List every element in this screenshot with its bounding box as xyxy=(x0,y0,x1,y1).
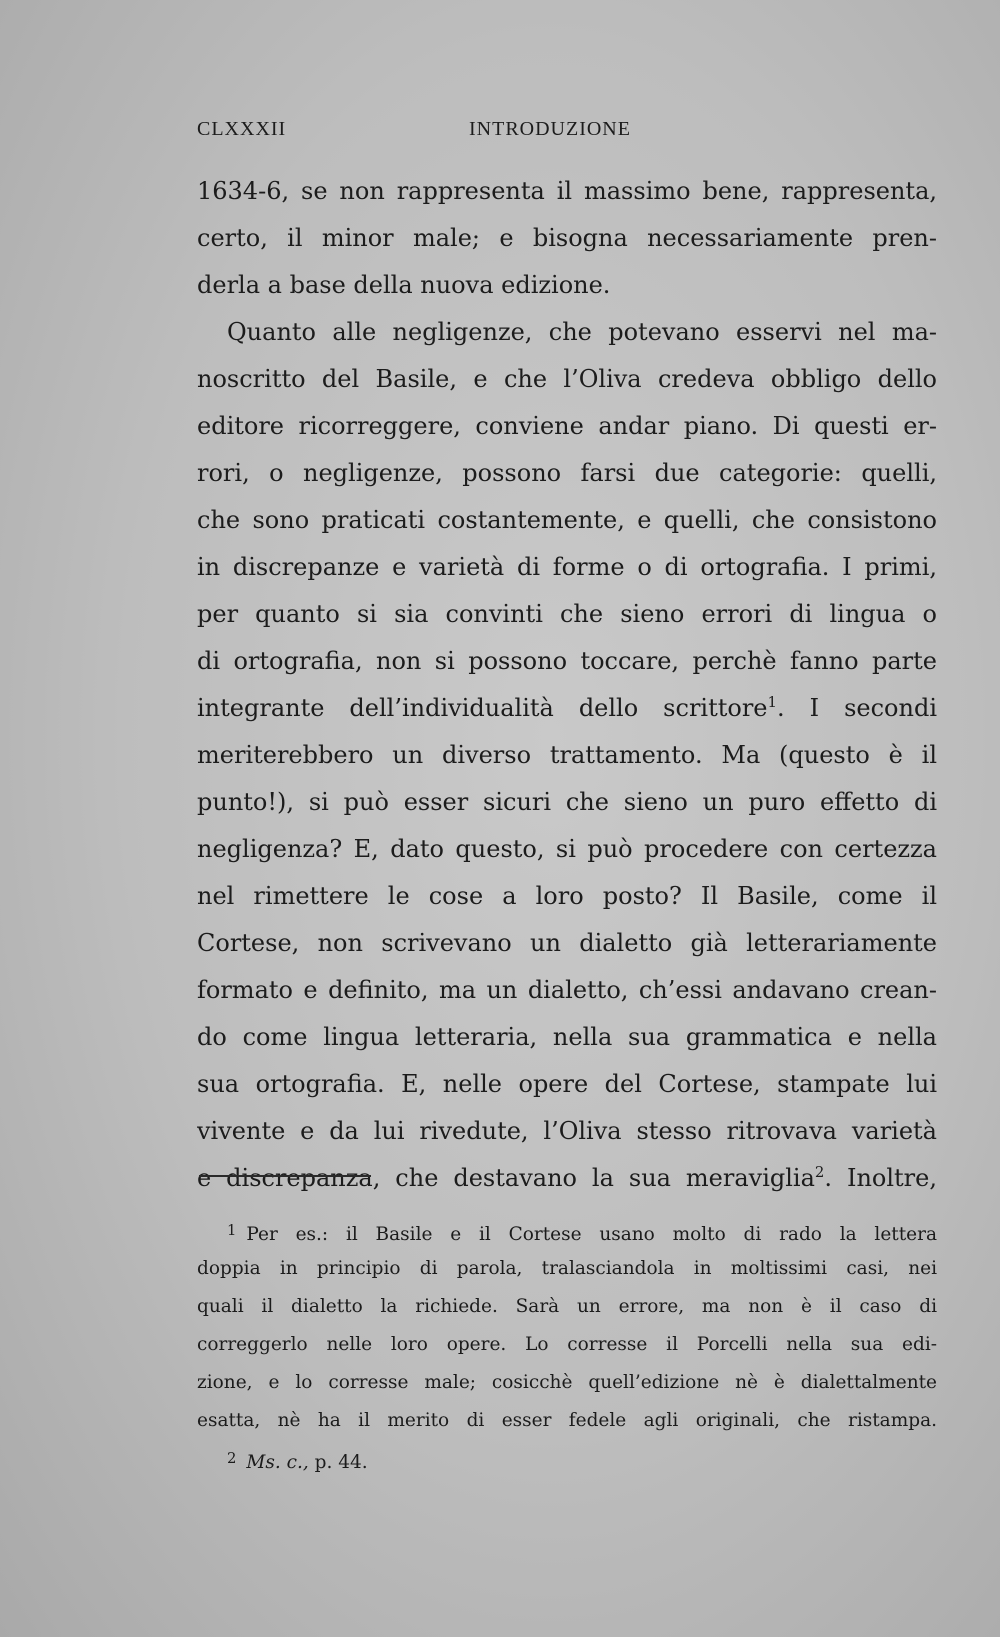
footnote-2-source: Ms. c., xyxy=(246,1452,309,1474)
footnote-ref-2: 2 xyxy=(814,1163,825,1181)
footnote-1-line: correggerlo nelle loro opere. Lo corresse il Porcelli nella sua edi- xyxy=(197,1334,937,1355)
footnote-1-line: esatta, nè ha il merito di esser fedele agli originali, che ristampa. xyxy=(197,1410,937,1431)
footnotes xyxy=(197,1212,937,1478)
text-line: in discrepanze e varietà di forme o di ortografia. I primi, xyxy=(197,553,937,581)
text-line: negligenza? E, dato questo, si può procedere con certezza xyxy=(197,835,937,863)
page-number: CLXXXII xyxy=(197,118,287,140)
text-line: che sono praticati costantemente, e quelli, che consistono xyxy=(197,506,937,534)
text-line-with-footnote-ref xyxy=(197,685,937,732)
text-line: certo, il minor male; e bisogna necessariamente pren- xyxy=(197,224,937,252)
footnote-separator xyxy=(199,1175,371,1177)
footnote-1-line xyxy=(197,1212,937,1250)
text-line: meriterebbero un diverso trattamento. Ma (questo è il xyxy=(197,741,937,769)
footnote-1-line: doppia in principio di parola, tralasciandola in moltissimi casi, nei xyxy=(197,1258,937,1279)
text-line: do come lingua letteraria, nella sua grammatica e nella xyxy=(197,1023,937,1051)
footnote-ref-1: 1 xyxy=(767,693,777,711)
footnote-text: Per es.: il Basile e il Cortese usano molto di rado la lettera xyxy=(246,1224,937,1246)
text-line: formato e definito, ma un dialetto, ch’essi andavano crean- xyxy=(197,976,937,1004)
text-line: derla a base della nuova edizione. xyxy=(197,271,611,299)
running-header xyxy=(197,118,667,148)
text-segment: integrante dell’individualità dello scrittore xyxy=(197,694,768,722)
main-text xyxy=(197,168,937,1202)
text-line: noscritto del Basile, e che l’Oliva credeva obbligo dello xyxy=(197,365,937,393)
text-line: Cortese, non scrivevano un dialetto già letterariamente xyxy=(197,929,937,957)
footnote-1-line: zione, e lo corresse male; cosicchè quell’edizione nè è dialettalmente xyxy=(197,1372,937,1393)
text-line: sua ortografia. E, nelle opere del Cortese, stampate lui xyxy=(197,1070,937,1098)
footnote-2-page: p. 44. xyxy=(314,1452,368,1474)
text-segment: . I secondi xyxy=(776,694,937,722)
footnote-2-line xyxy=(197,1440,937,1478)
text-line: rori, o negligenze, possono farsi due categorie: quelli, xyxy=(197,459,937,487)
text-line-with-footnote-ref xyxy=(197,1155,937,1202)
text-line: Quanto alle negligenze, che potevano esservi nel ma- xyxy=(227,318,937,346)
text-line: di ortografia, non si possono toccare, perchè fanno parte xyxy=(197,647,937,675)
text-line: punto!), si può esser sicuri che sieno un puro effetto di xyxy=(197,788,937,816)
text-segment: . Inoltre, xyxy=(824,1164,937,1192)
text-line: per quanto si sia convinti che sieno errori di lingua o xyxy=(197,600,937,628)
text-line: vivente e da lui rivedute, l’Oliva stesso ritrovava varietà xyxy=(197,1117,937,1145)
text-line: nel rimettere le cose a loro posto? Il Basile, come il xyxy=(197,882,937,910)
footnote-1-mark: 1 xyxy=(227,1222,237,1239)
text-line: editore ricorreggere, conviene andar piano. Di questi er- xyxy=(197,412,937,440)
text-line: 1634-6, se non rappresenta il massimo bene, rappresenta, xyxy=(197,177,937,205)
footnote-2-mark: 2 xyxy=(227,1450,237,1467)
running-title: INTRODUZIONE xyxy=(469,118,631,140)
footnote-1-line: quali il dialetto la richiede. Sarà un errore, ma non è il caso di xyxy=(197,1296,937,1317)
text-segment: e discrepanza, che destavano la sua meraviglia xyxy=(197,1164,815,1192)
